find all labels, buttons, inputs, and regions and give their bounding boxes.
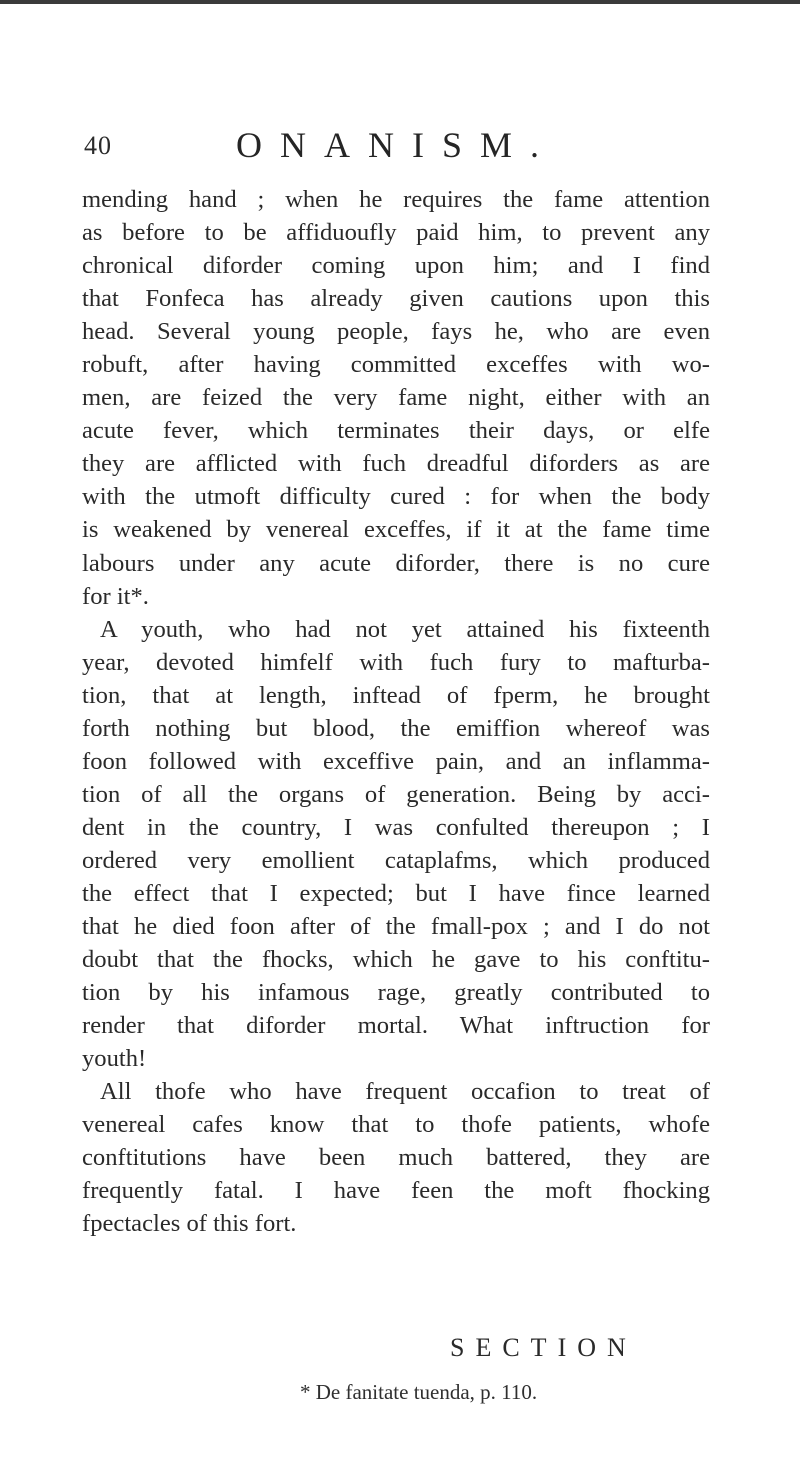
text-line: head. Several young people, fays he, who are even [82, 318, 710, 346]
text-line: with the utmoft difficulty cured : for when the body [82, 483, 710, 511]
text-line: ordered very emollient cataplafms, which produced [82, 846, 710, 874]
text-line: labours under any acute diforder, there is no cure [82, 549, 710, 577]
paragraph-start-line: A youth, who had not yet attained his fixteenth [100, 615, 710, 643]
text-line: youth! [82, 1045, 147, 1073]
text-line: year, devoted himfelf with fuch fury to mafturba- [82, 648, 710, 676]
text-line: that Fonfeca has already given cautions upon this [82, 285, 710, 313]
text-line: they are afflicted with fuch dreadful diforders as are [82, 450, 710, 478]
text-line: forth nothing but blood, the emiffion whereof was [82, 714, 710, 742]
text-line: for it*. [82, 582, 149, 610]
text-line: render that diforder mortal. What inftruction for [82, 1012, 710, 1040]
page-number: 40 [84, 131, 112, 160]
text-line: dent in the country, I was confulted thereupon ; I [82, 813, 710, 841]
text-line: mending hand ; when he requires the fame attention [82, 186, 710, 213]
catchword: SECTION [450, 1333, 637, 1362]
text-line: that he died foon after of the fmall-pox ; and I do not [82, 913, 710, 941]
text-line: conftitutions have been much battered, they are [82, 1144, 710, 1172]
text-line: robuft, after having committed exceffes with wo- [82, 351, 710, 379]
text-line: frequently fatal. I have feen the moft fhocking [82, 1177, 710, 1205]
text-line: doubt that the fhocks, which he gave to his conftitu- [82, 946, 710, 974]
text-line: men, are feized the very fame night, either with an [82, 384, 710, 412]
text-line: the effect that I expected; but I have fince learned [82, 879, 710, 907]
text-line: fpectacles of this fort. [82, 1210, 297, 1238]
text-line: acute fever, which terminates their days, or elfe [82, 417, 710, 445]
text-line: venereal cafes know that to thofe patients, whofe [82, 1111, 710, 1139]
text-line: tion, that at length, inftead of fperm, he brought [82, 681, 710, 709]
text-line: tion by his infamous rage, greatly contributed to [82, 979, 710, 1007]
text-line: chronical diforder coming upon him; and I find [82, 252, 710, 280]
paragraph-start-line: All thofe who have frequent occafion to treat of [100, 1078, 710, 1106]
running-title: ONANISM. [236, 125, 558, 165]
page-top-border [0, 0, 800, 4]
footnote: * De fanitate tuenda, p. 110. [300, 1380, 538, 1404]
body-text [82, 183, 710, 1241]
text-line: tion of all the organs of generation. Being by acci- [82, 780, 710, 808]
text-line: foon followed with exceffive pain, and an inflamma- [82, 747, 710, 775]
text-line: as before to be affiduoufly paid him, to prevent any [82, 219, 710, 247]
text-line: is weakened by venereal exceffes, if it at the fame time [82, 516, 710, 544]
